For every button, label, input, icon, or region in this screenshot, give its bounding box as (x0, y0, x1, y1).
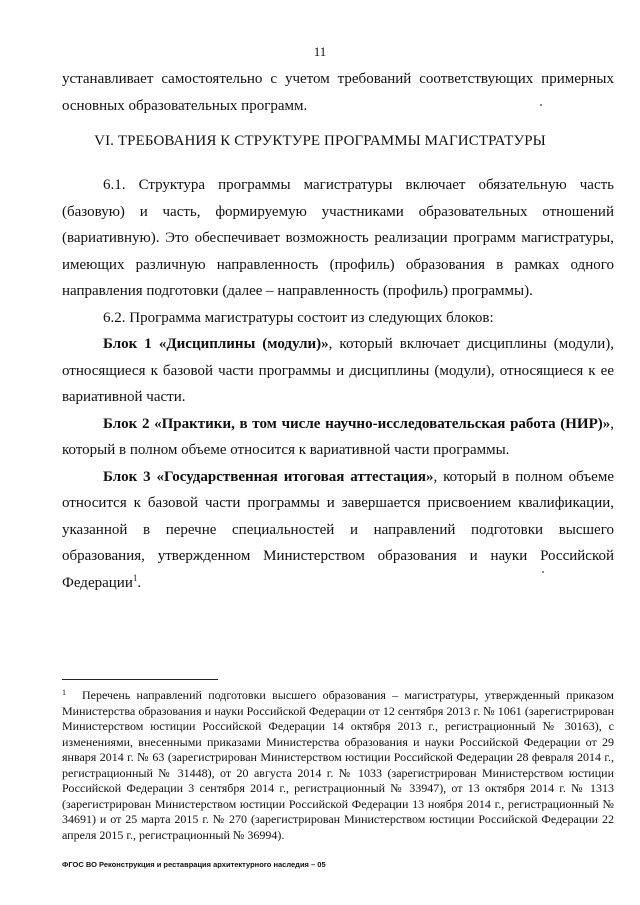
block-1-paragraph (62, 331, 614, 411)
section-title: VI. ТРЕБОВАНИЯ К СТРУКТУРЕ ПРОГРАММЫ МАГИСТРАТУРЫ (94, 133, 546, 149)
block-1-text: , который включает дисциплины (модули), относящиеся к базовой части программы и дисциплины (модули), относящиеся к ее вариативной части. (62, 336, 614, 405)
footnote-text: Перечень направлений подготовки высшего образования – магистратуры, утвержденный приказом Министерства образования и науки Российской Федерации от 12 сентября 2013 г. № 1061 (зарегистрирован Министерством юстиции Российской Федерации 14 октября 2013 г., регистрационный № 30163), с изменениями, внесенными приказами Министерства образования и науки Российской Федерации от 29 января 2014 г. № 63 (зарегистрирован Министерством юстиции Российской Федерации 28 февраля 2014 г., регистрационный № 31448), от 20 августа 2014 г. № 1033 (зарегистрирован Министерством юстиции Российской Федерации 3 сентября 2014 г., регистрационный № 33947), от 13 октября 2014 г. № 1313 (зарегистрирован Министерством юстиции Российской Федерации 13 ноября 2014 г., регистрационный № 34691) и от 25 марта 2015 г. № 270 (зарегистрирован Министерством юстиции Российской Федерации 22 апреля 2015 г., регистрационный № 36994). (62, 688, 614, 842)
block-2-paragraph (62, 411, 614, 464)
intro-text: устанавливает самостоятельно с учетом требований соответствующих примерных основных образовательных программ. (62, 71, 614, 114)
block-1-title: Блок 1 «Дисциплины (модули)» (103, 336, 329, 352)
footnote-reference[interactable]: 1 (132, 572, 138, 583)
footnote-divider (62, 679, 218, 680)
intro-paragraph (62, 66, 614, 119)
block-3-title: Блок 3 «Государственная итоговая аттестация» (103, 468, 434, 485)
scan-speck (540, 104, 542, 106)
paragraph-6-2: 6.2. Программа магистратуры состоит из следующих блоков: (103, 309, 494, 326)
block-2-text: , который в полном объеме относится к вариативной части программы. (62, 415, 614, 458)
scan-speck (542, 571, 544, 573)
block-2-title: Блок 2 «Практики, в том числе научно-исследовательская работа (НИР)» (103, 415, 611, 432)
main-text (62, 172, 614, 596)
footnote (62, 688, 614, 843)
page-number: 11 (313, 44, 327, 59)
block-3-text: , который в полном объеме относится к базовой части программы и завершается присвоением квалификации, указанной в перечне специальностей и направлений подготовки высшего образования, утвержденном Министерством образования и науки Российской Федерации (62, 468, 614, 591)
footnote-mark: 1 (62, 688, 66, 697)
paragraph-6-1: 6.1. Структура программы магистратуры включает обязательную часть (базовую) и часть, формируемую участниками образовательных отношений (вариативную). Это обеспечивает возможность реализации программ магистратуры, имеющих различную направленность (профиль) образования в рамках одного направления подготовки (далее – направленность (профиль) программы). (62, 177, 614, 299)
document-footer: ФГОС ВО Реконструкция и реставрация архитектурного наследия – 05 (62, 860, 326, 869)
block-3-paragraph: Блок 3 «Государственная итоговая аттестация», который в полном объеме относится к базовой части программы и завершается присвоением квалификации, указанной в перечне специальностей и направлений подготовки высшего образования, утвержденном Министерством образования и науки Российской Федерации$^1$. (62, 468, 614, 591)
